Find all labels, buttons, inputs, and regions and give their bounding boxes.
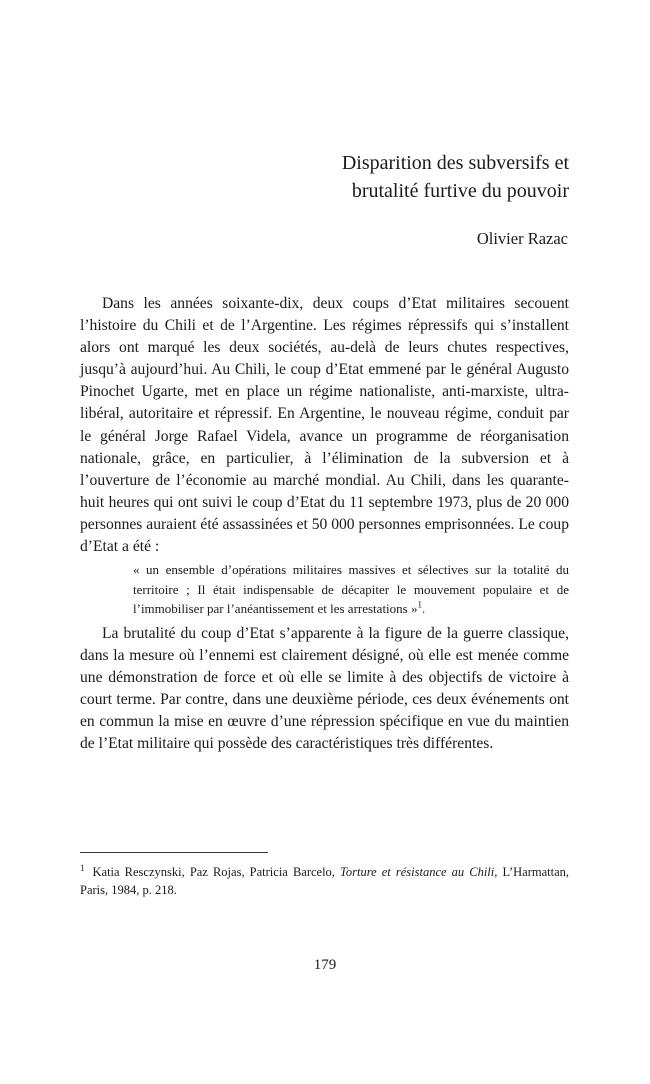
block-quote: « un ensemble d’opérations militaires massives et sélectives sur la totalité du territoire ; Il était indispensable de décapiter le mouvement populaire et de l’immobiliser par l’anéantissement et les arrestations »$^1$.	[133, 562, 569, 617]
chapter-title	[169, 149, 569, 205]
block-quote-text: « un ensemble d’opérations militaires massives et sélectives sur la totalité du territoire ; Il était indispensable de décapiter le mouvement populaire et de l’immobiliser par l’anéantissement et les arrestations »	[133, 562, 569, 617]
footnote-text-before: Katia Resczynski, Paz Rojas, Patricia Barcelo,	[92, 865, 341, 879]
footnote-marker: 1	[80, 862, 85, 873]
chapter-body	[80, 293, 569, 755]
footnote-book-title: Torture et résistance au Chili	[340, 865, 495, 879]
footnote-separator	[80, 852, 268, 853]
footnote	[80, 863, 569, 899]
chapter-title-line-2: brutalité furtive du pouvoir	[351, 180, 569, 202]
footnote-text-after: , L’Harmattan, Paris, 1984, p. 218.	[80, 865, 570, 897]
chapter-author: Olivier Razac	[476, 229, 568, 248]
body-paragraph-1: Dans les années soixante-dix, deux coups d’Etat militaires secouent l’histoire du Chili et de l’Argentine. Les régimes répressifs qui s’installent alors ont marqué les deux sociétés, au-delà de leurs chutes respectives, jusqu’à aujourd’hui. Au Chili, le coup d’Etat emmené par le général Augusto Pinochet Ugarte, met en place un régime nationaliste, anti-marxiste, ultra-libéral, autoritaire et répressif. En Argentine, le nouveau régime, conduit par le général Jorge Rafael Videla, avance un programme de réorganisation nationale, grâce, en particulier, à l’élimination de la subversion et à l’ouverture de l’économie au marché mondial. Au Chili, dans les quarante-huit heures qui ont suivi le coup d’Etat du 11 septembre 1973, plus de 20 000 personnes auraient été assassinées et 50 000 personnes emprisonnées. Le coup d’Etat a été :	[80, 295, 569, 556]
footnote-reference[interactable]: 1	[417, 599, 422, 610]
page-number: 179	[313, 957, 337, 973]
body-paragraph-2: La brutalité du coup d’Etat s’apparente à la figure de la guerre classique, dans la mesure où l’ennemi est clairement désigné, où elle est menée comme une démonstration de force et où elle se limite à des objectifs de victoire à court terme. Par contre, dans une deuxième période, ces deux événements ont en commun la mise en œuvre d’une répression spécifique en vue du maintien de l’Etat militaire qui possède des caractéristiques très différentes.	[80, 624, 569, 753]
chapter-title-line-1: Disparition des subversifs et	[341, 152, 569, 174]
